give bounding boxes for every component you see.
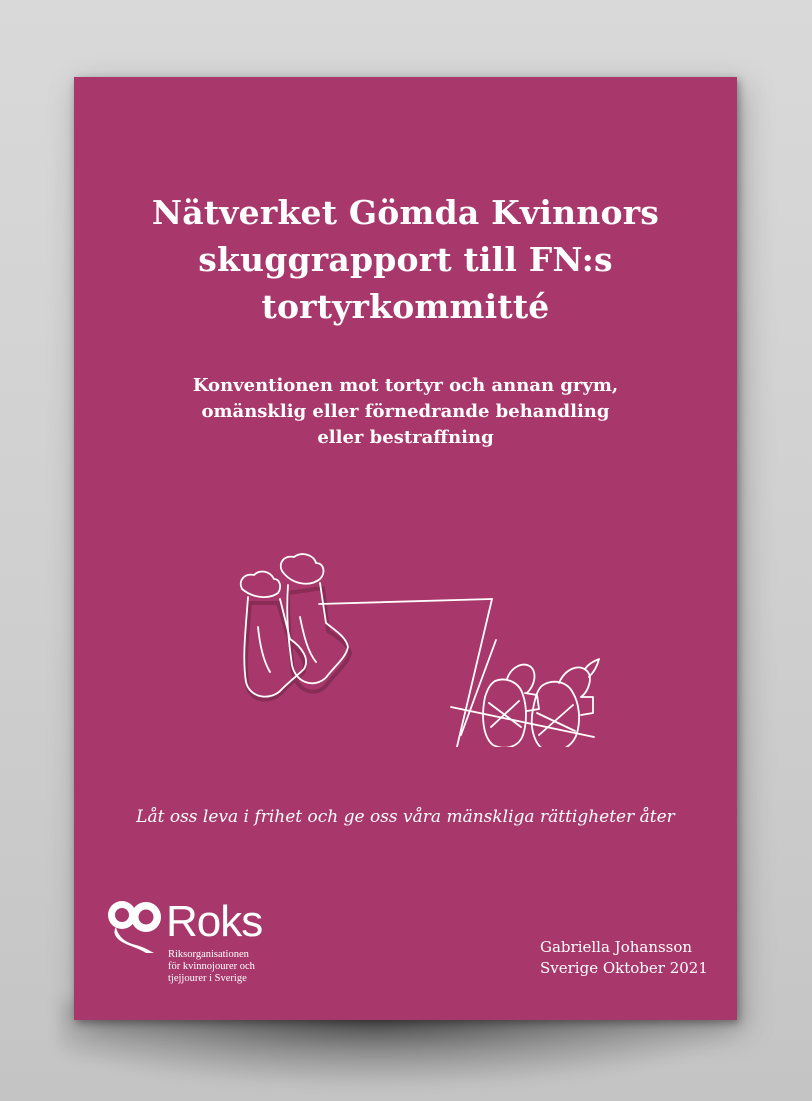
report-cover: [74, 77, 737, 1020]
logo-description-line: Riksorganisationen: [168, 949, 249, 960]
roks-logo-description: [168, 949, 278, 985]
title-line: Nätverket Gömda Kvinnors: [151, 193, 660, 232]
report-title: [74, 189, 737, 330]
roks-logo: [106, 897, 276, 992]
author-block: [540, 937, 720, 979]
publication-place-date: Sverige Oktober 2021: [540, 959, 708, 977]
logo-description-line: för kvinnojourer och: [168, 961, 255, 972]
clothesline-lower-line: [451, 707, 594, 737]
subtitle-line: Konventionen mot tortyr och annan grym,: [192, 375, 619, 396]
tagline: Låt oss leva i frihet och ge oss våra mänskliga rättigheter åter: [136, 807, 675, 827]
sandal-right: [532, 659, 599, 747]
report-subtitle: [74, 373, 737, 451]
title-line: skuggrapport till FN:s: [198, 240, 613, 279]
clothesline-upper: [319, 599, 492, 604]
subtitle-line: omänsklig eller förnedrande behandling: [201, 401, 610, 422]
roks-logo-name: Roks: [166, 897, 263, 946]
subtitle-line: eller bestraffning: [317, 427, 494, 448]
logo-description-line: tjejjourer i Sverige: [168, 973, 247, 984]
illustration-shadow: [246, 588, 350, 700]
roks-logo-icon: [106, 897, 164, 953]
title-line: tortyrkommitté: [261, 287, 550, 326]
boots-and-sandals-illustration: [224, 507, 604, 747]
author-name: Gabriella Johansson: [540, 938, 693, 956]
sandal-left: [483, 665, 539, 747]
